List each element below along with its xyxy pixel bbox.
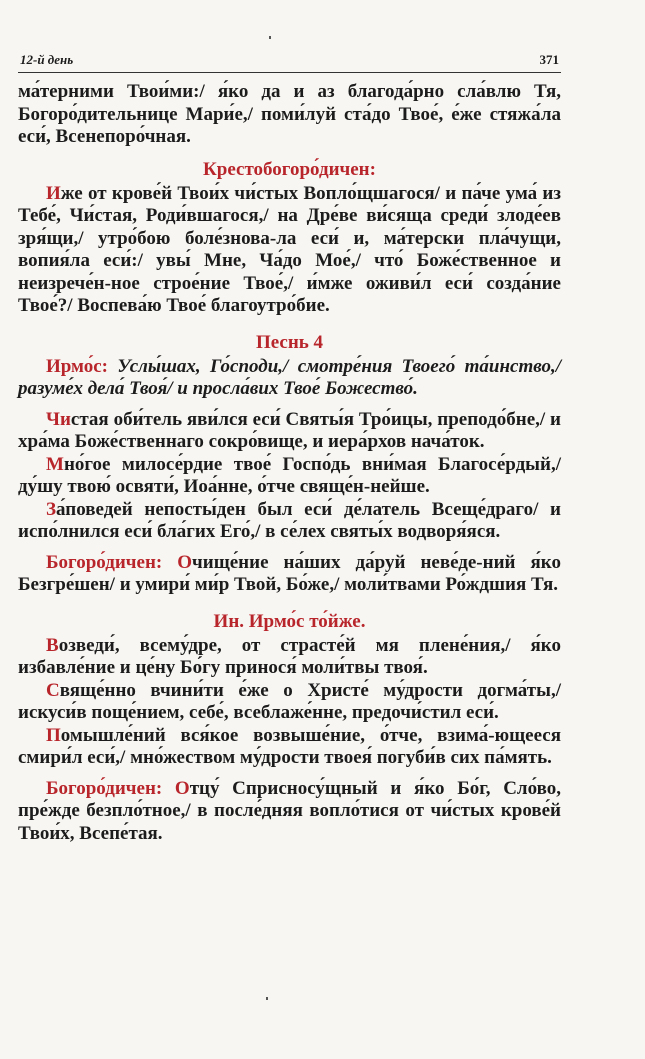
troparion-5: Свяще́нно вчини́ти е́же о Христе́ му́дрости догма́ты,/ искуси́в поще́нием, себе́, всеблаже́нне, предочи́стил еси́.	[18, 679, 561, 723]
theotokion-1: Богоро́дичен: Очище́ние на́ших да́руй неве́де-ний я́ко Безгре́шен/ и умири́ ми́р Твой, Бо́же,/ моли́твами Ро́ждшия Тя.	[18, 551, 561, 595]
theotokion-label: Богоро́дичен: О	[46, 777, 190, 799]
troparion-6: Помышле́ний вся́кое возвыше́ние, о́тче, взима́-ющееся смири́л еси́,/ мно́жеством му́дрости твоея́ погуби́в сих па́мять.	[18, 724, 561, 768]
irmos-label: Ирмо́с:	[46, 355, 109, 377]
initial-letter: И	[46, 182, 61, 204]
troparion-3: За́поведей непосты́ден был еси́ де́латель Всеще́драго/ и испо́лнился еси́ бла́гих Его́,/ в се́лех святы́х водворя́яся.	[18, 498, 561, 542]
irmos: Ирмо́с: Услы́шах, Го́споди,/ смотре́ния Твоего́ та́инство,/ разуме́х дела́ Твоя́/ и просла́вих Твое́ Божество́.	[18, 355, 561, 399]
theotokion-label: Богоро́дичен: О	[46, 551, 193, 573]
body-text	[18, 81, 561, 845]
paragraph-krestobogorodichen: Иже от крове́й Твои́х чи́стых Вопло́щшагося/ и па́че ума́ из Тебе́, Чи́стая, Роди́вшагося,/ на Дре́ве ви́сяща среди́ злоде́ев зря́щи,/ утро́бою боле́знова-ла еси́ и, ма́терски пла́чущи, вопия́ла еси́:/ увы́ Мне, Ча́до Мое́,/ что́ Боже́ственное и неизрече́н-ное строе́ние Твое́,/ и́мже оживи́л еси́ созда́ние Твое́?/ Воспева́ю Твое́ благоутро́бие.	[18, 182, 561, 316]
initial-letter: П	[46, 724, 61, 746]
troparion-4: Возведи́, всему́дре, от страсте́й мя плене́ния,/ я́ко избавле́ние и це́ну Бо́гу принося́ моли́твы твоя́.	[18, 634, 561, 678]
troparion-1: Чистая оби́тель яви́лся еси́ Святы́я Тро́ицы, преподо́бне,/ и хра́ма Боже́ственнаго сокро́вище, и иера́рхов нача́ток.	[18, 408, 561, 452]
initial-letter: Чи	[46, 408, 71, 430]
heading-other-irmos: Ин. Ирмо́с то́йже.	[213, 610, 366, 632]
theotokion-2: Богоро́дичен: Отцу́ Сприсносу́щный и я́ко Бо́г, Сло́во, пре́жде безпло́тное,/ в после́дняя вопло́тися от чи́стых крове́й Твои́х, Всепе́тая.	[18, 777, 561, 844]
running-head-title: 12-й день	[20, 52, 74, 67]
paragraph-continuation: ма́терними Твои́ми:/ я́ко да и аз благода́рно сла́влю Тя, Богоро́дительнице Мари́е,/ поми́луй ста́до Твое́, е́же стяжа́ла еси́, Всенепоро́чная.	[18, 81, 561, 147]
initial-letter: М	[46, 453, 64, 475]
scan-speck-top	[269, 36, 271, 39]
heading-krestobogorodichen: Крестобогоро́дичен:	[203, 158, 376, 180]
initial-letter: З	[46, 498, 57, 520]
initial-letter: С	[46, 679, 60, 701]
initial-letter: В	[46, 634, 59, 656]
heading-ode-4: Песнь 4	[255, 331, 324, 353]
running-head	[18, 52, 561, 73]
scan-speck-bottom	[266, 997, 268, 1000]
page-number: 371	[539, 52, 559, 67]
book-page	[18, 52, 561, 845]
troparion-2: Мно́гое милосе́рдие твое́ Госпо́дь вни́мая Благосе́рдый,/ ду́шу твою́ освяти́, Иоа́нне, о́тче свяще́н-нейше.	[18, 453, 561, 497]
